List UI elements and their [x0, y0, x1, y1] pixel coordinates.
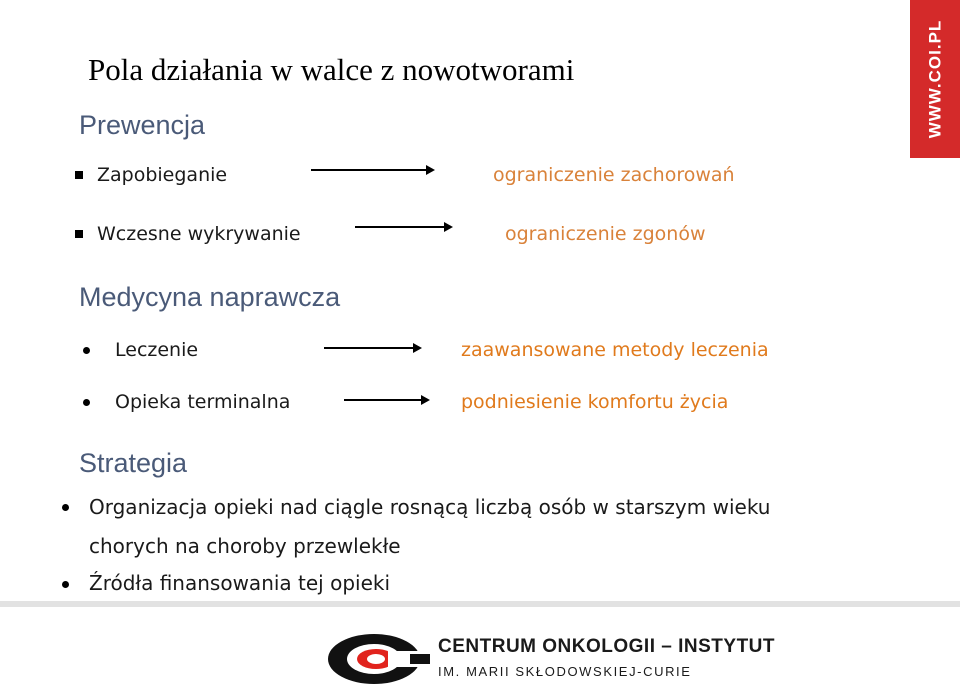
- arrow-right-icon: [311, 169, 433, 171]
- strategia-bullet-2: Źródła finansowania tej opieki: [89, 571, 391, 595]
- item-wczesne-wykrywanie: Wczesne wykrywanie: [97, 223, 301, 245]
- section-heading-strategia: Strategia: [79, 448, 188, 478]
- round-bullet: [83, 399, 90, 406]
- section-heading-medycyna: Medycyna naprawcza: [79, 282, 341, 312]
- logo-name: CENTRUM ONKOLOGII – INSTYTUT: [438, 636, 775, 657]
- result-zgonow: ograniczenie zgonów: [505, 223, 706, 245]
- website-badge-text: WWW.COI.PL: [925, 19, 944, 139]
- round-bullet: [62, 581, 69, 588]
- logo-subtitle: IM. MARII SKŁODOWSKIEJ-CURIE: [438, 664, 692, 679]
- result-metody-leczenia: zaawansowane metody leczenia: [461, 339, 769, 361]
- arrow-right-icon: [324, 347, 420, 349]
- strategia-bullet-1-line-2: chorych na choroby przewlekłe: [89, 534, 401, 558]
- result-zachorowan: ograniczenie zachorowań: [493, 164, 735, 186]
- strategia-bullet-1-line-1: Organizacja opieki nad ciągle rosnącą liczbą osób w starszym wieku: [89, 495, 771, 519]
- slide-title: Pola działania w walce z nowotworami: [88, 52, 575, 87]
- section-heading-prewencja: Prewencja: [79, 110, 206, 140]
- website-badge[interactable]: [910, 0, 960, 158]
- item-zapobieganie: Zapobieganie: [97, 164, 228, 186]
- arrow-right-icon: [355, 226, 451, 228]
- round-bullet: [62, 504, 69, 511]
- item-leczenie: Leczenie: [115, 339, 199, 361]
- footer-divider: [0, 601, 960, 607]
- coi-logo-icon: [326, 632, 430, 686]
- square-bullet: [75, 171, 83, 179]
- result-komfort-zycia: podniesienie komfortu życia: [461, 391, 729, 413]
- square-bullet: [75, 230, 83, 238]
- arrow-right-icon: [344, 399, 428, 401]
- item-opieka-terminalna: Opieka terminalna: [115, 391, 291, 413]
- round-bullet: [83, 347, 90, 354]
